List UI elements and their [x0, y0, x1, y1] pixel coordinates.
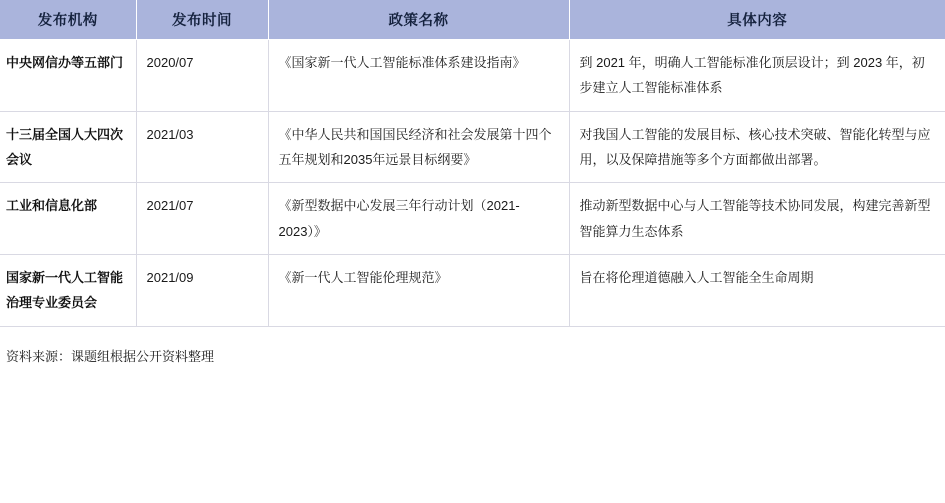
cell-organization: 国家新一代人工智能治理专业委员会	[0, 255, 136, 327]
table-row	[0, 40, 945, 112]
cell-date: 2020/07	[136, 40, 268, 112]
cell-content: 推动新型数据中心与人工智能等技术协同发展，构建完善新型智能算力生态体系	[569, 183, 945, 255]
cell-date: 2021/09	[136, 255, 268, 327]
cell-policy-name: 《新型数据中心发展三年行动计划（2021-2023）》	[268, 183, 569, 255]
table-row	[0, 183, 945, 255]
table-header	[0, 0, 945, 40]
cell-organization: 中央网信办等五部门	[0, 40, 136, 112]
cell-content: 对我国人工智能的发展目标、核心技术突破、智能化转型与应用，以及保障措施等多个方面都做出部署。	[569, 111, 945, 183]
table-row	[0, 111, 945, 183]
cell-date: 2021/07	[136, 183, 268, 255]
table-header-row	[0, 0, 945, 40]
cell-policy-name: 《中华人民共和国国民经济和社会发展第十四个五年规划和2035年远景目标纲要》	[268, 111, 569, 183]
cell-content: 到 2021 年，明确人工智能标准化顶层设计；到 2023 年，初步建立人工智能标准体系	[569, 40, 945, 112]
column-header-policy-name: 政策名称	[268, 0, 569, 40]
cell-content: 旨在将伦理道德融入人工智能全生命周期	[569, 255, 945, 327]
column-header-date: 发布时间	[136, 0, 268, 40]
cell-organization: 工业和信息化部	[0, 183, 136, 255]
cell-policy-name: 《新一代人工智能伦理规范》	[268, 255, 569, 327]
table-row	[0, 255, 945, 327]
source-note: 资料来源：课题组根据公开资料整理	[6, 348, 215, 364]
cell-policy-name: 《国家新一代人工智能标准体系建设指南》	[268, 40, 569, 112]
table-body	[0, 40, 945, 327]
cell-date: 2021/03	[136, 111, 268, 183]
cell-organization: 十三届全国人大四次会议	[0, 111, 136, 183]
column-header-organization: 发布机构	[0, 0, 136, 40]
column-header-content: 具体内容	[569, 0, 945, 40]
